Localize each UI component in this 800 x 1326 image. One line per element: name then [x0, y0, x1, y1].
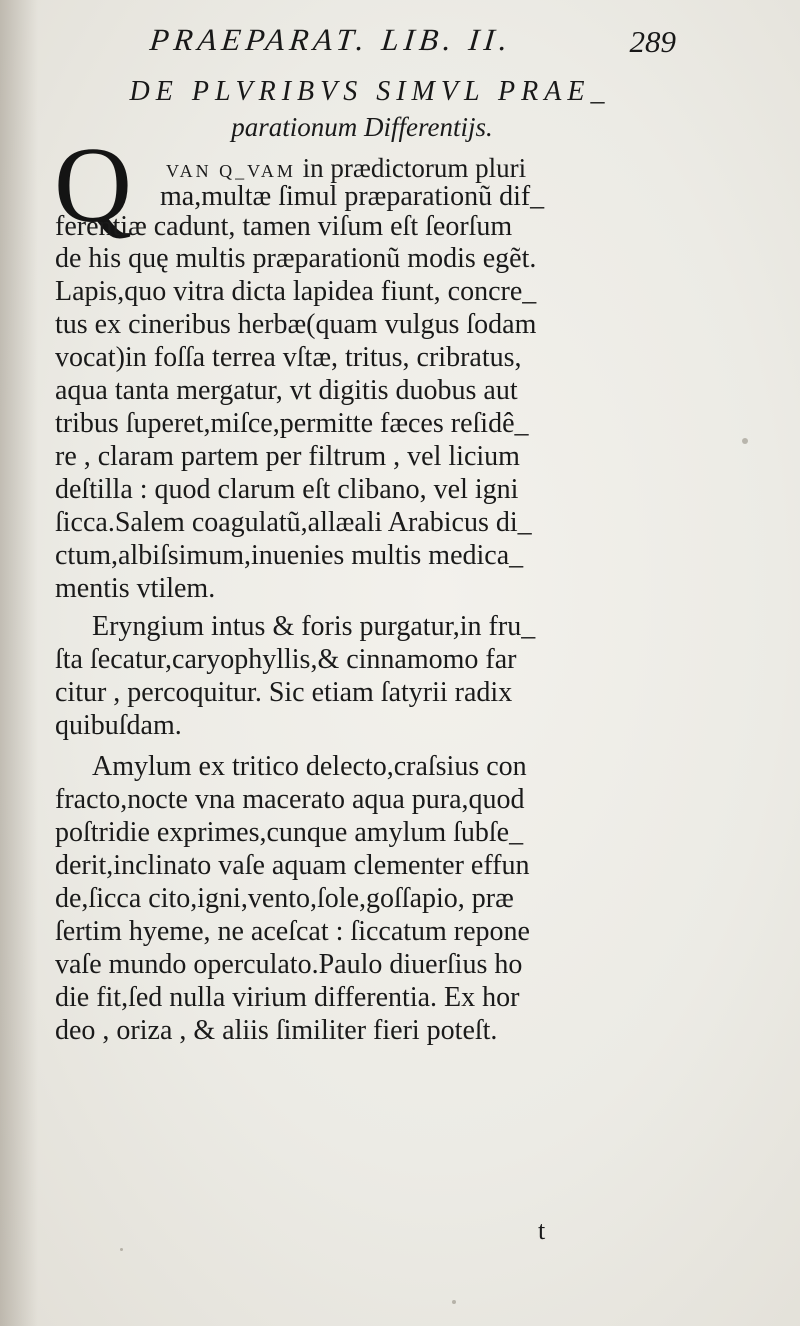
text-line: Eryngium intus & foris purgatur,in fru_	[92, 611, 536, 642]
page-number: 289	[629, 24, 676, 59]
text-line: derit,inclinato vaſe aquam clementer effun	[55, 850, 530, 881]
text-line: tribus ſuperet,miſce,permitte fæces reſidê_	[55, 408, 529, 439]
paper-speck	[742, 438, 748, 444]
text-line: Lapis,quo vitra dicta lapidea fiunt, concre_	[55, 276, 537, 307]
text-line: deſtilla : quod clarum eſt clibano, vel igni	[55, 474, 519, 505]
text-line: re , claram partem per filtrum , vel licium	[55, 441, 520, 472]
text-line: deo , oriza , & aliis ſimiliter fieri poteſt.	[55, 1015, 498, 1046]
binding-shadow	[0, 0, 38, 1326]
text-line: aqua tanta mergatur, vt digitis duobus aut	[55, 375, 518, 406]
text-line: ma,multæ ſimul præparationũ dif_	[160, 181, 545, 212]
text-line: quibuſdam.	[55, 710, 182, 741]
catchword: t	[538, 1216, 546, 1245]
text-line: ctum,albiſsimum,inuenies multis medica_	[55, 540, 524, 571]
text-line: vaſe mundo operculato.Paulo diuerſius ho	[55, 949, 523, 980]
text-line: ſta ſecatur,caryophyllis,& cinnamomo far	[55, 644, 517, 675]
section-subheading: parationum Differentijs.	[231, 112, 493, 142]
text-line: de his quę multis præparationũ modis egẽt.	[55, 243, 537, 274]
text-line: poſtridie exprimes,cunque amylum ſubſe_	[55, 817, 524, 848]
drop-cap: Q	[54, 126, 132, 245]
text-line: vocat)in foſſa terrea vſtæ, tritus, cribratus,	[55, 342, 522, 373]
text-line: ferentiæ cadunt, tamen viſum eſt ſeorſum	[55, 211, 513, 242]
text-line: ſicca.Salem coagulatũ,allæali Arabicus di_	[55, 507, 532, 538]
paper-speck	[120, 1248, 123, 1251]
lead-smallcaps: VAN Q_VAM	[166, 161, 296, 181]
text-line: mentis vtilem.	[55, 573, 216, 604]
text-line: ſertim hyeme, ne aceſcat : ſiccatum repone	[55, 916, 530, 947]
text-line: fracto,nocte vna macerato aqua pura,quod	[55, 784, 525, 815]
lead-rest: in prædictorum pluri	[295, 153, 527, 183]
text-line: Amylum ex tritico delecto,craſsius con	[92, 751, 527, 782]
text-line: tus ex cineribus herbæ(quam vulgus ſodam	[55, 309, 537, 340]
text-line: die fit,ſed nulla virium differentia. Ex hor	[55, 982, 520, 1013]
text-line: citur , percoquitur. Sic etiam ſatyrii radix	[55, 677, 513, 708]
text-line: de,ſicca cito,igni,vento,ſole,goſſapio, præ	[55, 883, 514, 914]
section-heading: DE PLVRIBVS SIMVL PRAE_	[129, 76, 611, 107]
paper-speck	[452, 1300, 456, 1304]
running-head: PRAEPARAT. LIB. II.	[148, 22, 515, 57]
